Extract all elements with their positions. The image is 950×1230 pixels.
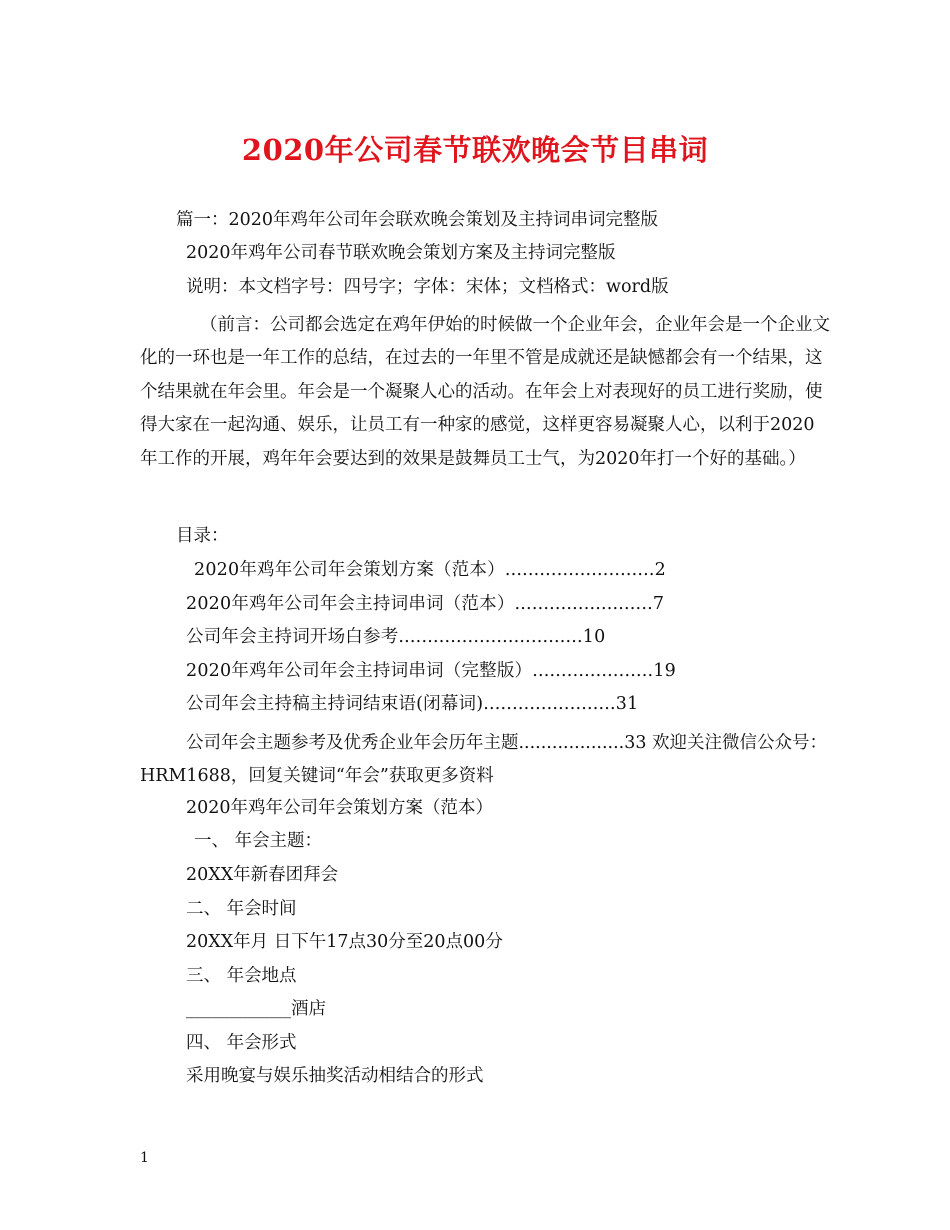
toc-entry: 2020年鸡年公司年会主持词串词（完整版）.....................19 <box>186 661 676 681</box>
section-2-heading: 二、 年会时间 <box>186 899 297 919</box>
section-1-heading: 一、 年会主题： <box>194 831 323 851</box>
section-4-value: 采用晚宴与娱乐抽奖活动相结合的形式 <box>186 1066 484 1086</box>
section-1-value: 20XX年新春团拜会 <box>186 865 339 885</box>
toc-entry-with-notice: 公司年会主题参考及优秀企业年会历年主题...................33 欢迎关注微信公众号：HRM1688，回复关键词“年会”获取更多资料 <box>140 733 828 787</box>
toc-label: 目录： <box>176 526 229 546</box>
subtitle-line: 2020年鸡年公司春节联欢晚会策划方案及主持词完整版 <box>186 243 616 263</box>
document-title: 2020年公司春节联欢晚会节目串词 <box>241 133 709 167</box>
toc-entry: 公司年会主持稿主持词结束语(闭幕词).......................31 <box>186 694 639 714</box>
preface-paragraph: （前言：公司都会选定在鸡年伊始的时候做一个企业年会，企业年会是一个企业文化的一环也是一年工作的总结，在过去的一年里不管是成就还是缺憾都会有一个结果，这个结果就在年会里。年会是一个凝聚人心的活动。在年会上对表现好的员工进行奖励，使得大家在一起沟通、娱乐，让员工有一种家的感觉，这样更容易凝聚人心，以利于2020年工作的开展，鸡年年会要达到的效果是鼓舞员工士气，为2020年打一个好的基础。） <box>140 315 830 469</box>
toc-entry: 公司年会主持词开场白参考................................10 <box>186 627 606 647</box>
toc-entry: 2020年鸡年公司年会策划方案（范本）..........................2 <box>194 560 667 580</box>
section-2-value: 20XX年月 日下午17点30分至20点00分 <box>186 932 503 952</box>
format-note: 说明：本文档字号：四号字；字体：宋体；文档格式：word版 <box>186 277 669 297</box>
section-3-value: ____________酒店 <box>186 999 326 1019</box>
plan-title: 2020年鸡年公司年会策划方案（范本） <box>186 798 494 818</box>
section-4-heading: 四、 年会形式 <box>186 1033 297 1053</box>
section-3-heading: 三、 年会地点 <box>186 966 297 986</box>
page-number: 1 <box>140 1150 149 1166</box>
toc-entry: 2020年鸡年公司年会主持词串词（范本）........................7 <box>186 594 665 614</box>
section-heading-1: 篇一：2020年鸡年公司年会联欢晚会策划及主持词串词完整版 <box>176 210 659 230</box>
